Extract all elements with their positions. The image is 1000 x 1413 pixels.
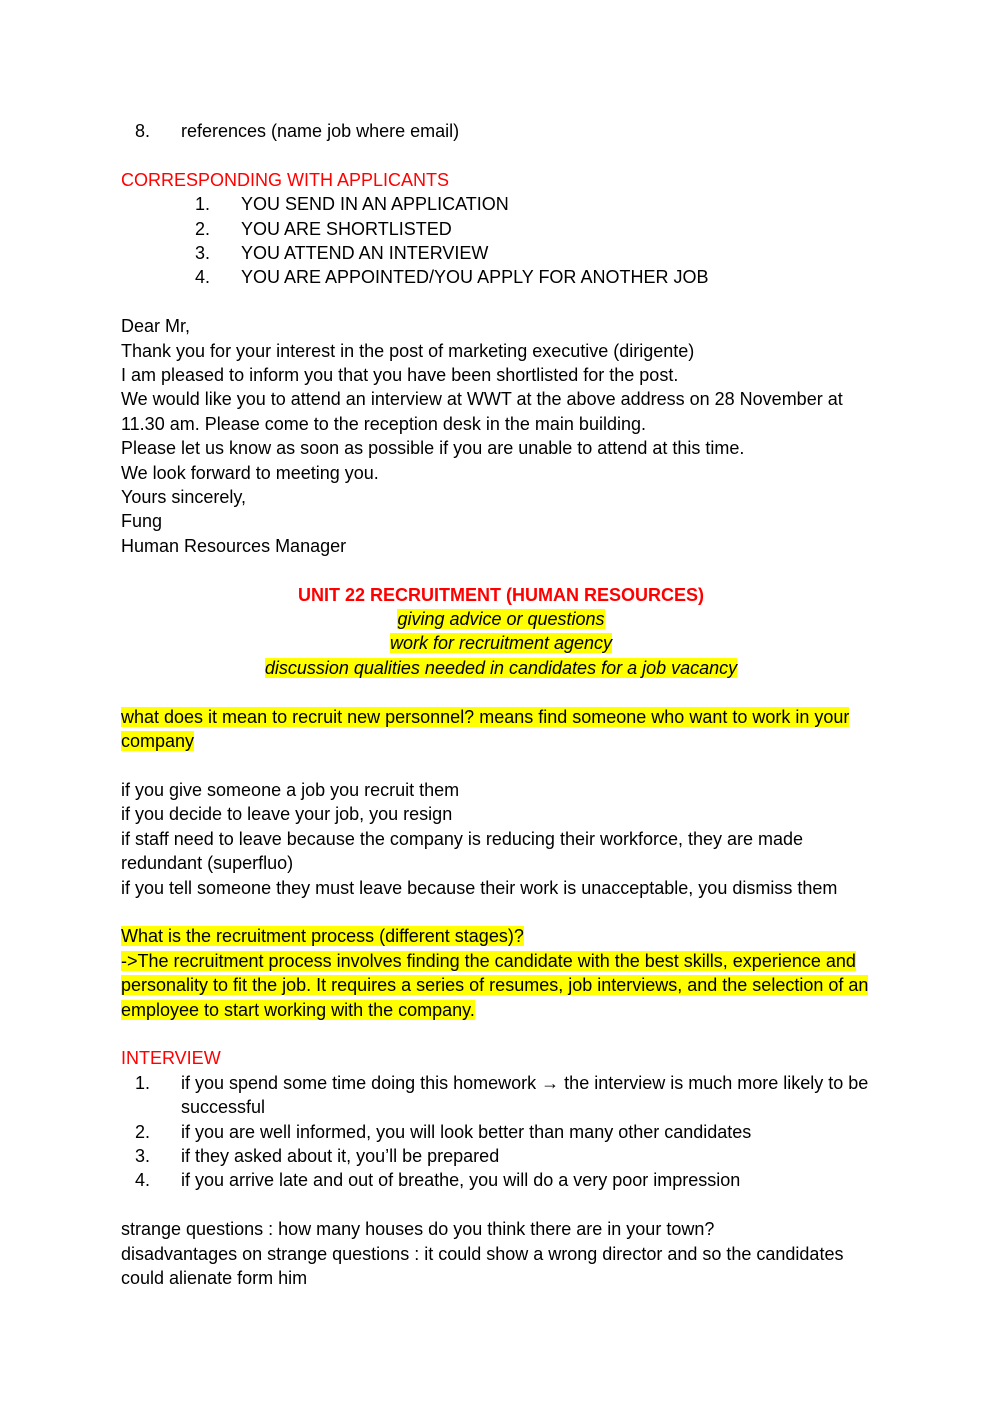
- letter-line: I am pleased to inform you that you have been shortlisted for the post.: [121, 365, 679, 386]
- list-number: 4.: [194, 267, 210, 288]
- list-number: 8.: [134, 121, 150, 141]
- letter-line: Please let us know as soon as possible if you are unable to attend at this time.: [121, 438, 745, 459]
- list-text: if you are well informed, you will look better than many other candidates: [181, 1121, 752, 1142]
- unit-subtitle: work for recruitment agency: [389, 633, 613, 654]
- definition-line: if you tell someone they must leave because their work is unacceptable, you dismiss them: [121, 877, 838, 898]
- list-item: [121, 119, 881, 143]
- corresponding-list: [121, 192, 881, 290]
- letter: [121, 314, 881, 558]
- interview-heading: INTERVIEW: [121, 1048, 221, 1069]
- letter-line: We would like you to attend an interview at WWT at the above address on 28 November at 11.30 am. Please come to the reception desk in the main building.: [121, 389, 843, 434]
- list-text: YOU ARE APPOINTED/YOU APPLY FOR ANOTHER JOB: [241, 267, 709, 288]
- list-item: [121, 1071, 881, 1120]
- definition-line: if you decide to leave your job, you resign: [121, 804, 453, 825]
- letter-line: Thank you for your interest in the post of marketing executive (dirigente): [121, 340, 695, 361]
- definition-line: if staff need to leave because the company is reducing their workforce, they are made redundant (superfluo): [121, 828, 804, 874]
- list-number: 1.: [134, 1072, 150, 1093]
- list-text: if they asked about it, you’ll be prepared: [181, 1145, 500, 1166]
- letter-closing: Yours sincerely,: [121, 487, 247, 508]
- interview-list: [121, 1071, 881, 1193]
- letter-signature: Fung: [121, 511, 163, 532]
- list-number: 2.: [134, 1121, 150, 1142]
- list-text: YOU ARE SHORTLISTED: [241, 218, 452, 239]
- list-number: 2.: [194, 218, 210, 239]
- list-item: [121, 241, 881, 265]
- list-item: [121, 217, 881, 241]
- list-number: 4.: [134, 1170, 150, 1191]
- process-question: What is the recruitment process (different stages)?: [121, 926, 524, 947]
- definition-line: if you give someone a job you recruit them: [121, 779, 460, 800]
- definitions: [121, 778, 881, 900]
- letter-line: We look forward to meeting you.: [121, 462, 379, 483]
- recruit-question: what does it mean to recruit new personnel? means find someone who want to work in your company: [121, 706, 850, 752]
- list-item: [121, 265, 881, 289]
- unit-title: UNIT 22 RECRUITMENT (HUMAN RESOURCES): [297, 584, 704, 605]
- letter-signature-title: Human Resources Manager: [121, 535, 347, 556]
- strange-disadvantages: disadvantages on strange questions : it could show a wrong director and so the candidates could alienate form him: [121, 1243, 844, 1288]
- document-page: [121, 119, 881, 1290]
- list-text: YOU ATTEND AN INTERVIEW: [241, 243, 489, 264]
- unit-subtitle: giving advice or questions: [397, 609, 605, 630]
- list-number: 3.: [134, 1145, 150, 1166]
- list-item: [121, 1144, 881, 1168]
- letter-salutation: Dear Mr,: [121, 316, 191, 337]
- list-item: [121, 1168, 881, 1192]
- list-text: if you arrive late and out of breathe, you will do a very poor impression: [181, 1170, 741, 1191]
- corresponding-heading: CORRESPONDING WITH APPLICANTS: [121, 169, 450, 190]
- list-item: [121, 1120, 881, 1144]
- list-text: YOU SEND IN AN APPLICATION: [241, 194, 509, 215]
- list-number: 3.: [194, 243, 210, 264]
- list-item: [121, 192, 881, 216]
- list-text: references (name job where email): [181, 121, 460, 141]
- strange-questions: strange questions : how many houses do you think there are in your town?: [121, 1219, 715, 1240]
- process-answer: ->The recruitment process involves finding the candidate with the best skills, experience and personality to fit the job. It requires a series of resumes, job interviews, and the selection of an employee to start working with the company.: [121, 950, 869, 1020]
- unit-subtitle: discussion qualities needed in candidates for a job vacancy: [264, 657, 738, 678]
- list-text: if you spend some time doing this homework → the interview is much more likely to be successful: [181, 1072, 869, 1118]
- list-number: 1.: [194, 194, 210, 215]
